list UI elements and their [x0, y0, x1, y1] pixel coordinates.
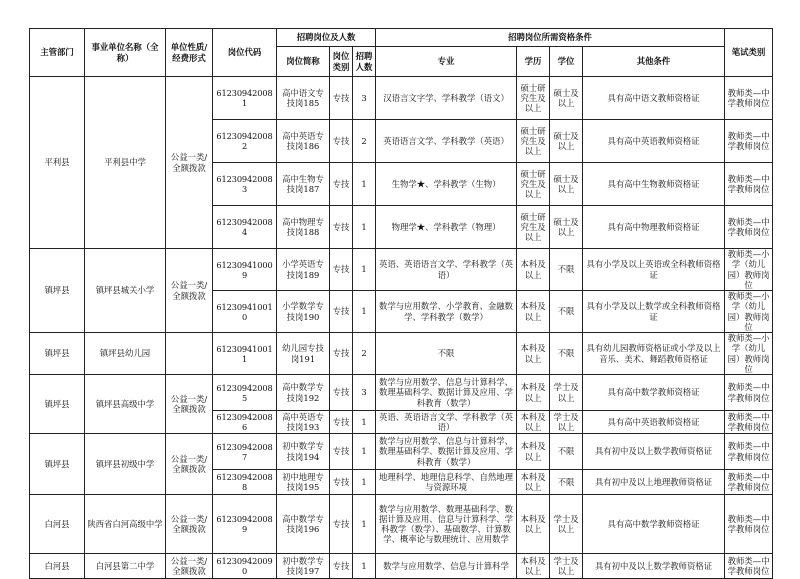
code-cell: 612309420081 — [213, 77, 277, 120]
major-cell: 数学与应用数学、信息与计算科学 — [376, 554, 517, 579]
other-cell: 具有高中语文教师资格证 — [583, 77, 725, 120]
major-cell: 英语、英语语言文学、学科教学（英语） — [376, 249, 517, 291]
type-cell: 专技 — [330, 120, 353, 163]
code-cell: 612309410009 — [213, 249, 277, 291]
count-cell: 3 — [353, 77, 376, 120]
code-cell: 612309420089 — [213, 495, 277, 554]
edu-cell: 本科及以上 — [517, 333, 550, 375]
header-other: 其他条件 — [583, 47, 725, 77]
count-cell: 1 — [353, 411, 376, 434]
post-cell: 小学数学专技岗190 — [277, 291, 330, 333]
other-cell: 具有高中数学教师资格证 — [583, 495, 725, 554]
post-cell: 高中英语专技岗193 — [277, 411, 330, 434]
exam-cell: 教师类—中学教师岗位 — [725, 120, 773, 163]
other-cell: 具有幼儿园教师资格证或小学及以上音乐、美术、舞蹈教师资格证 — [583, 333, 725, 375]
degree-cell: 不限 — [550, 249, 583, 291]
edu-cell: 本科及以上 — [517, 291, 550, 333]
edu-cell: 本科及以上 — [517, 375, 550, 411]
edu-cell: 硕士研究生及以上 — [517, 206, 550, 249]
major-cell: 数学与应用数学、小学教育、金融数学、学科教学（数学） — [376, 291, 517, 333]
exam-cell: 教师类—中学教师岗位 — [725, 375, 773, 411]
table-row — [30, 249, 773, 291]
recruitment-table — [29, 28, 773, 579]
dept-cell: 镇坪县 — [30, 333, 85, 375]
unit-cell: 白河县第二中学 — [85, 554, 166, 579]
table-row — [30, 333, 773, 375]
header-degree: 学位 — [550, 47, 583, 77]
dept-cell: 平利县 — [30, 77, 85, 249]
post-cell: 初中数学专技岗194 — [277, 434, 330, 470]
count-cell: 3 — [353, 375, 376, 411]
code-cell: 612309410011 — [213, 333, 277, 375]
other-cell: 具有初中及以上数学教师资格证 — [583, 434, 725, 470]
header-major: 专业 — [376, 47, 517, 77]
code-cell: 612309410010 — [213, 291, 277, 333]
other-cell: 具有高中生物教师资格证 — [583, 163, 725, 206]
edu-cell: 硕士研究生及以上 — [517, 77, 550, 120]
dept-cell: 镇坪县 — [30, 434, 85, 495]
major-cell: 物理学★、学科教学（物理） — [376, 206, 517, 249]
edu-cell: 本科及以上 — [517, 495, 550, 554]
count-cell: 1 — [353, 249, 376, 291]
code-cell: 612309420088 — [213, 470, 277, 495]
other-cell: 具有高中物理教师资格证 — [583, 206, 725, 249]
other-cell: 具有小学及以上数学或全科教师资格证 — [583, 291, 725, 333]
degree-cell: 学士及以上 — [550, 495, 583, 554]
edu-cell: 本科及以上 — [517, 470, 550, 495]
dept-cell: 白河县 — [30, 495, 85, 554]
exam-cell: 教师类—小学（幼儿园）教师岗位 — [725, 333, 773, 375]
exam-cell: 教师类—中学教师岗位 — [725, 434, 773, 470]
nature-cell: 公益一类/全额拨款 — [166, 495, 213, 554]
type-cell: 专技 — [330, 375, 353, 411]
header-edu: 学历 — [517, 47, 550, 77]
code-cell: 612309420085 — [213, 375, 277, 411]
type-cell: 专技 — [330, 206, 353, 249]
count-cell: 1 — [353, 206, 376, 249]
exam-cell: 教师类—小学（幼儿园）教师岗位 — [725, 291, 773, 333]
nature-cell: 公益一类/全额拨款 — [166, 554, 213, 579]
exam-cell: 教师类—中学教师岗位 — [725, 495, 773, 554]
degree-cell: 不限 — [550, 291, 583, 333]
count-cell: 1 — [353, 470, 376, 495]
exam-cell: 教师类—中学教师岗位 — [725, 470, 773, 495]
count-cell: 2 — [353, 333, 376, 375]
exam-cell: 教师类—中学教师岗位 — [725, 77, 773, 120]
degree-cell: 学士及以上 — [550, 411, 583, 434]
post-cell: 高中英语专技岗186 — [277, 120, 330, 163]
degree-cell: 硕士及以上 — [550, 206, 583, 249]
nature-cell: 公益一类/全额拨款 — [166, 434, 213, 495]
edu-cell: 本科及以上 — [517, 411, 550, 434]
edu-cell: 硕士研究生及以上 — [517, 120, 550, 163]
code-cell: 612309420084 — [213, 206, 277, 249]
code-cell: 612309420082 — [213, 120, 277, 163]
count-cell: 2 — [353, 120, 376, 163]
post-cell: 高中物理专技岗188 — [277, 206, 330, 249]
header-posts-group: 招聘岗位及人数 — [277, 29, 376, 47]
unit-cell: 镇坪县高级中学 — [85, 375, 166, 434]
header-code: 岗位代码 — [213, 29, 277, 77]
major-cell: 生物学★、学科教学（生物） — [376, 163, 517, 206]
header-unit: 事业单位名称（全称） — [85, 29, 166, 77]
post-cell: 小学英语专技岗189 — [277, 249, 330, 291]
count-cell: 1 — [353, 163, 376, 206]
unit-cell: 镇坪县城关小学 — [85, 249, 166, 333]
table-row — [30, 434, 773, 470]
count-cell: 1 — [353, 291, 376, 333]
exam-cell: 教师类—小学（幼儿园）教师岗位 — [725, 249, 773, 291]
table-row — [30, 375, 773, 411]
other-cell: 具有小学及以上英语或全科教师资格证 — [583, 249, 725, 291]
type-cell: 专技 — [330, 495, 353, 554]
type-cell: 专技 — [330, 249, 353, 291]
type-cell: 专技 — [330, 554, 353, 579]
other-cell: 具有高中英语教师资格证 — [583, 411, 725, 434]
post-cell: 高中生物专技岗187 — [277, 163, 330, 206]
unit-cell: 镇坪县初级中学 — [85, 434, 166, 495]
type-cell: 专技 — [330, 163, 353, 206]
table-row — [30, 77, 773, 120]
major-cell: 地理科学、地理信息科学、自然地理与资源环境 — [376, 470, 517, 495]
degree-cell: 学士及以上 — [550, 375, 583, 411]
nature-cell — [166, 333, 213, 375]
code-cell: 612309420087 — [213, 434, 277, 470]
count-cell: 1 — [353, 554, 376, 579]
degree-cell: 硕士及以上 — [550, 77, 583, 120]
degree-cell: 不限 — [550, 333, 583, 375]
degree-cell: 硕士及以上 — [550, 120, 583, 163]
edu-cell: 硕士研究生及以上 — [517, 163, 550, 206]
header-post-name: 岗位简称 — [277, 47, 330, 77]
header-nature: 单位性质/经费形式 — [166, 29, 213, 77]
header-qual-group: 招聘岗位所需资格条件 — [376, 29, 725, 47]
post-cell: 初中地理专技岗195 — [277, 470, 330, 495]
major-cell: 数学与应用数学、信息与计算科学、数理基础科学、数据计算及应用、学科教育（数学） — [376, 434, 517, 470]
exam-cell: 教师类—中学教师岗位 — [725, 163, 773, 206]
code-cell: 612309420090 — [213, 554, 277, 579]
exam-cell: 教师类—中学教师岗位 — [725, 554, 773, 579]
dept-cell: 镇坪县 — [30, 249, 85, 333]
post-cell: 高中语文专技岗185 — [277, 77, 330, 120]
type-cell: 专技 — [330, 434, 353, 470]
type-cell: 专技 — [330, 291, 353, 333]
other-cell: 具有高中数学教师资格证 — [583, 375, 725, 411]
post-cell: 高中数学专技岗192 — [277, 375, 330, 411]
header-dept: 主管部门 — [30, 29, 85, 77]
nature-cell: 公益一类/全额拨款 — [166, 249, 213, 333]
count-cell: 1 — [353, 495, 376, 554]
other-cell: 具有高中英语教师资格证 — [583, 120, 725, 163]
type-cell: 专技 — [330, 77, 353, 120]
type-cell: 专技 — [330, 411, 353, 434]
major-cell: 不限 — [376, 333, 517, 375]
major-cell: 英语语言文学、学科教学（英语） — [376, 120, 517, 163]
edu-cell: 本科及以上 — [517, 434, 550, 470]
degree-cell: 学士及以上 — [550, 554, 583, 579]
post-cell: 高中数学专技岗196 — [277, 495, 330, 554]
count-cell: 1 — [353, 434, 376, 470]
major-cell: 汉语言文字学、学科教学（语文） — [376, 77, 517, 120]
table-row — [30, 554, 773, 579]
header-post-type: 岗位类别 — [330, 47, 353, 77]
other-cell: 具有初中及以上地理教师资格证 — [583, 470, 725, 495]
nature-cell: 公益一类/全额拨款 — [166, 77, 213, 249]
dept-cell: 白河县 — [30, 554, 85, 579]
nature-cell: 公益一类/全额拨款 — [166, 375, 213, 434]
header-exam: 笔试类别 — [725, 29, 773, 77]
post-cell: 幼儿园专技岗191 — [277, 333, 330, 375]
dept-cell: 镇坪县 — [30, 375, 85, 434]
major-cell: 数学与应用数学、数理基础科学、数据计算及应用、信息与计算科学、学科教学（数学）、基础数学、计算数学、概率论与数理统计、应用数学 — [376, 495, 517, 554]
type-cell: 专技 — [330, 333, 353, 375]
header-count: 招聘人数 — [353, 47, 376, 77]
edu-cell: 本科及以上 — [517, 554, 550, 579]
degree-cell: 不限 — [550, 434, 583, 470]
major-cell: 数学与应用数学、信息与计算科学、数理基础科学、数据计算及应用、学科教育（数学） — [376, 375, 517, 411]
code-cell: 612309420083 — [213, 163, 277, 206]
edu-cell: 本科及以上 — [517, 249, 550, 291]
degree-cell: 不限 — [550, 470, 583, 495]
unit-cell: 陕西省白河高级中学 — [85, 495, 166, 554]
type-cell: 专技 — [330, 470, 353, 495]
code-cell: 612309420086 — [213, 411, 277, 434]
other-cell: 具有初中及以上数学教师资格证 — [583, 554, 725, 579]
post-cell: 初中数学专技岗197 — [277, 554, 330, 579]
exam-cell: 教师类—中学教师岗位 — [725, 411, 773, 434]
exam-cell: 教师类—中学教师岗位 — [725, 206, 773, 249]
degree-cell: 硕士及以上 — [550, 163, 583, 206]
table-row — [30, 495, 773, 554]
unit-cell: 镇坪县幼儿园 — [85, 333, 166, 375]
major-cell: 英语、英语语言文学、学科教学（英语） — [376, 411, 517, 434]
unit-cell: 平利县中学 — [85, 77, 166, 249]
